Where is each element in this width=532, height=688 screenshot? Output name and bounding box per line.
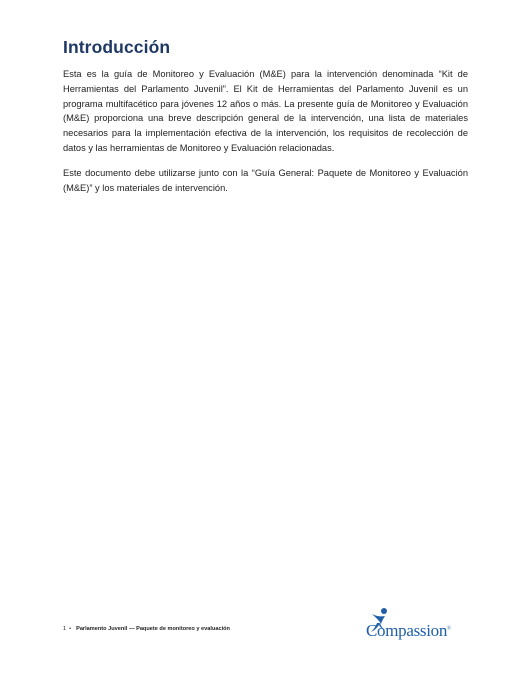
section-heading: Introducción: [63, 37, 171, 57]
footer-bullet: •: [69, 626, 72, 632]
logo-wordmark: Compassion®: [366, 621, 451, 640]
compassion-logo: [358, 606, 468, 646]
page-number: 1: [63, 626, 67, 632]
intro-paragraph-2: Este documento debe utilizarse junto con la “Guía General: Paquete de Monitoreo y Evaluación (M&E)” y los materiales de intervención.: [63, 168, 468, 193]
page-footer: [63, 626, 230, 632]
footer-title: Parlamento Juvenil — Paquete de monitoreo y evaluación: [76, 626, 230, 632]
intro-paragraph-1: Esta es la guía de Monitoreo y Evaluación (M&E) para la intervención denominada “Kit de Herramientas del Parlamento Juvenil”. El Kit de Herramientas del Parlamento Juvenil es un programa multifacético para jóvenes 12 años o más. La presente guía de Monitoreo y Evaluación (M&E) proporciona una breve descripción general de la intervención, una lista de materiales necesarios para la implementación efectiva de la intervención, los requisitos de recolección de datos y las herramientas de Monitoreo y Evaluación relacionadas.: [63, 69, 468, 153]
